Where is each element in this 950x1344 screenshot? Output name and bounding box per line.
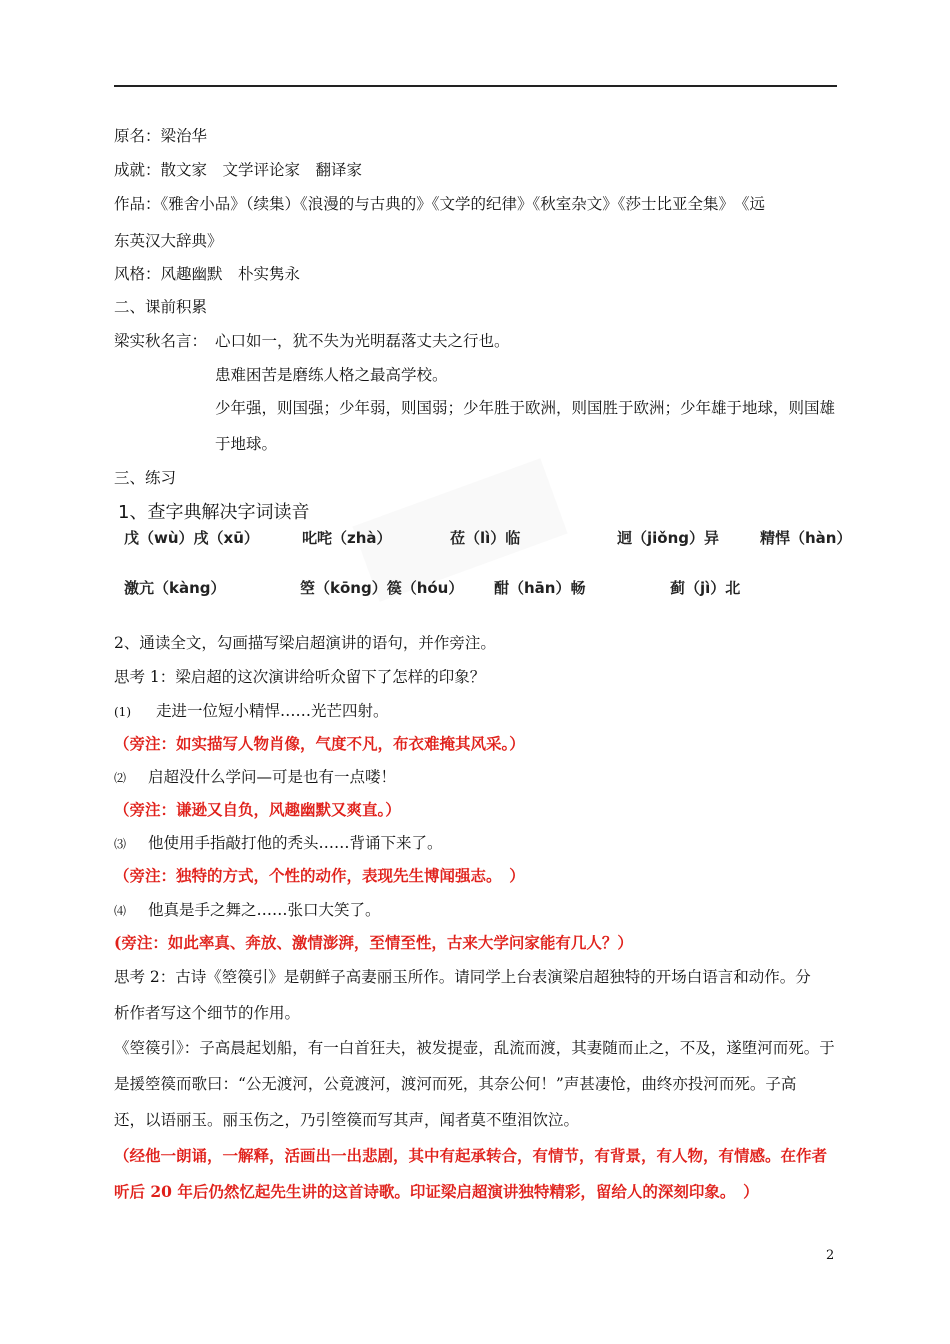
exercise-1-title: 1、查字典解决字词读音 (118, 502, 310, 523)
header-rule (114, 85, 837, 87)
think-2-line2: 析作者写这个细节的作用。 (114, 1004, 301, 1022)
item-number: ⑷ (114, 904, 127, 918)
word-item: 戊（wù）戌（xū） (124, 529, 259, 547)
poem-line2: 是援箜篌而歌曰：“公无渡河，公竟渡河，渡河而死，其奈公何！”声甚凄怆，曲终亦投河而死。子高 (114, 1075, 797, 1093)
annotation-note: （旁注：独特的方式，个性的动作，表现先生博闻强志。 ） (114, 866, 525, 885)
poem-line1: 《箜篌引》：子高晨起划船，有一白首狂夫，被发提壶，乱流而渡，其妻随而止之，不及，遂堕河而死。于 (114, 1039, 835, 1057)
quote-2: 患难困苦是磨练人格之最高学校。 (215, 366, 448, 384)
word-item: 酣（hān）畅 (494, 579, 586, 597)
think-2-line1: 思考 2：古诗《箜篌引》是朝鲜子高妻丽玉所作。请同学上台表演梁启超独特的开场白语言和动作。分 (114, 968, 811, 986)
annotation-note: （旁注：如实描写人物肖像，气度不凡，布衣难掩其风采。） (114, 734, 525, 753)
section-heading-3: 三、练习 (114, 469, 177, 487)
word-item: 精悍（hàn） (760, 529, 852, 547)
word-item: 蓟（jì）北 (670, 579, 741, 597)
word-item: 叱咤（zhà） (302, 529, 392, 547)
word-item: 迥（jiǒng）异 (617, 529, 720, 547)
item-text: 他使用手指敲打他的秃头……背诵下来了。 (148, 834, 443, 852)
word-item: 箜（kōng）篌（hóu） (300, 579, 464, 597)
answer-line2: 听后 20 年后仍然忆起先生讲的这首诗歌。印证梁启超演讲独特精彩，留给人的深刻印象。 ） (114, 1182, 759, 1201)
section-heading-2: 二、课前积累 (114, 298, 208, 316)
exercise-2-title: 2、通读全文，勾画描写梁启超演讲的语句，并作旁注。 (114, 634, 496, 652)
item-text: 他真是手之舞之……张口大笑了。 (148, 901, 381, 919)
page-number: 2 (826, 1248, 835, 1263)
bio-name: 原名：梁治华 (114, 127, 208, 145)
item-text: 走进一位短小精悍……光芒四射。 (156, 702, 389, 720)
item-number: ⑶ (114, 837, 127, 851)
item-text: 启超没什么学问—可是也有一点喽！ (148, 768, 397, 786)
word-item: 莅（lì）临 (450, 529, 521, 547)
annotation-note: (旁注：如此率真、奔放、激情澎湃，至情至性，古来大学问家能有几人？） (114, 933, 633, 952)
quote-3-line1: 少年强，则国强；少年弱，则国弱；少年胜于欧洲，则国胜于欧洲；少年雄于地球，则国雄 (215, 399, 836, 417)
word-item: 激亢（kàng） (124, 579, 226, 597)
annotation-note: （旁注：谦逊又自负，风趣幽默又爽直。） (114, 800, 401, 819)
bio-style: 风格：风趣幽默 朴实隽永 (114, 265, 301, 283)
item-number: ⑵ (114, 771, 127, 785)
quote-3-line2: 于地球。 (215, 435, 278, 453)
bio-works-line2: 东英汉大辞典》 (114, 232, 223, 250)
bio-achievement: 成就：散文家 文学评论家 翻译家 (114, 161, 363, 179)
bio-works-line1: 作品：《雅舍小品》（续集）《浪漫的与古典的》《文学的纪律》《秋室杂文》《莎士比亚全集》 《远 (114, 195, 766, 213)
answer-line1: （经他一朗诵，一解释，活画出一出悲剧，其中有起承转合，有情节，有背景，有人物，有情感。在作者 (114, 1146, 828, 1165)
item-number: (1) (114, 705, 131, 719)
think-1: 思考 1：梁启超的这次演讲给听众留下了怎样的印象？ (114, 668, 486, 686)
poem-line3: 还，以语丽玉。丽玉伤之，乃引箜篌而写其声，闻者莫不堕泪饮泣。 (114, 1111, 580, 1129)
quote-label: 梁实秋名言： (114, 332, 208, 350)
quote-1: 心口如一，犹不失为光明磊落丈夫之行也。 (215, 332, 510, 350)
